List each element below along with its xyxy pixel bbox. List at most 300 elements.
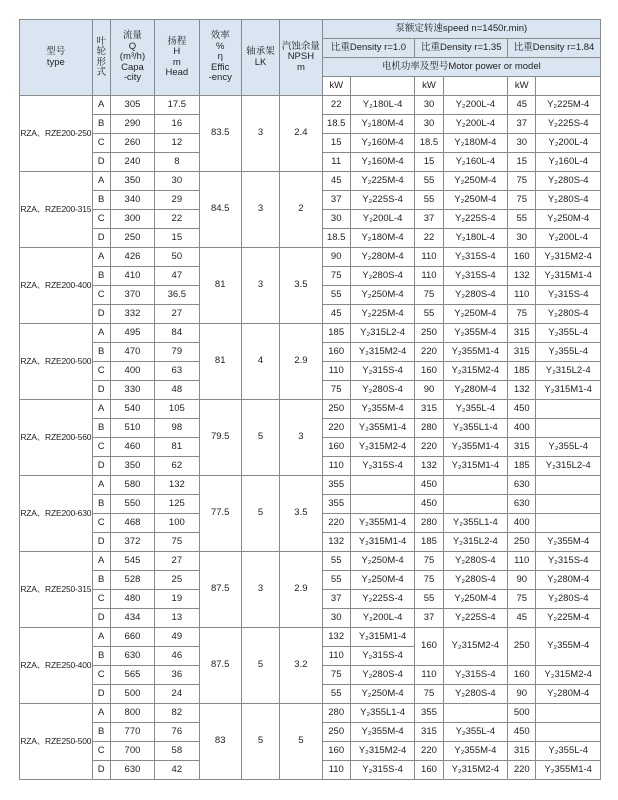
flow-cell: 250	[110, 229, 154, 248]
motor-2-cell: Y₂280S-4	[443, 552, 508, 571]
flow-cell: 580	[110, 476, 154, 495]
flow-cell: 540	[110, 400, 154, 419]
motor-3-cell: Y₂225M-4	[536, 96, 601, 115]
motor-2-cell: Y₂315M2-4	[443, 362, 508, 381]
impeller-type-cell: A	[92, 552, 110, 571]
flow-cell: 350	[110, 172, 154, 191]
motor-1-cell: Y₂280M-4	[350, 248, 415, 267]
impeller-type-cell: C	[92, 666, 110, 685]
power-3-cell: 37	[508, 115, 536, 134]
motor-2-cell: Y₂315M1-4	[443, 457, 508, 476]
power-2-cell: 55	[415, 172, 443, 191]
motor-2-cell: Y₂225S-4	[443, 609, 508, 628]
header-kw-3: kW	[508, 77, 536, 96]
power-3-cell: 160	[508, 666, 536, 685]
power-2-cell: 30	[415, 96, 443, 115]
motor-1-cell: Y₂355M1-4	[350, 514, 415, 533]
motor-1-cell: Y₂355M-4	[350, 400, 415, 419]
model-cell: RZA、RZE250-315	[20, 552, 93, 628]
power-2-cell: 355	[415, 704, 443, 723]
power-1-cell: 90	[322, 248, 350, 267]
model-cell: RZA、RZE200-315	[20, 172, 93, 248]
flow-cell: 305	[110, 96, 154, 115]
motor-3-cell: Y₂160L-4	[536, 153, 601, 172]
power-2-cell: 450	[415, 495, 443, 514]
power-1-cell: 75	[322, 381, 350, 400]
header-density-2: 比重Density r=1.35	[415, 39, 508, 58]
flow-cell: 700	[110, 742, 154, 761]
efficiency-cell: 83.5	[199, 96, 241, 172]
power-1-cell: 250	[322, 723, 350, 742]
impeller-type-cell: A	[92, 628, 110, 647]
power-2-cell: 55	[415, 305, 443, 324]
motor-1-cell: Y₂225M-4	[350, 172, 415, 191]
power-2-cell: 75	[415, 286, 443, 305]
power-3-cell: 450	[508, 723, 536, 742]
efficiency-cell: 81	[199, 324, 241, 400]
motor-1-cell: Y₂355M-4	[350, 723, 415, 742]
impeller-type-cell: A	[92, 400, 110, 419]
impeller-type-cell: D	[92, 761, 110, 780]
bearing-cell: 5	[241, 704, 279, 780]
flow-cell: 770	[110, 723, 154, 742]
motor-3-cell: Y₂200L-4	[536, 134, 601, 153]
motor-2-cell: Y₂315S-4	[443, 267, 508, 286]
impeller-type-cell: D	[92, 533, 110, 552]
motor-3-cell: Y₂315M2-4	[536, 666, 601, 685]
power-3-cell: 250	[508, 533, 536, 552]
motor-1-cell: Y₂250M-4	[350, 685, 415, 704]
header-npsh: 汽蚀余量 NPSH m	[280, 20, 322, 96]
npsh-cell: 3.5	[280, 248, 322, 324]
bearing-cell: 3	[241, 552, 279, 628]
power-1-cell: 37	[322, 191, 350, 210]
head-cell: 17.5	[155, 96, 199, 115]
table-row	[20, 248, 601, 267]
motor-2-cell: Y₂315M2-4	[443, 761, 508, 780]
power-1-cell: 30	[322, 609, 350, 628]
model-cell: RZA、RZE200-630	[20, 476, 93, 552]
motor-3-cell: Y₂355M-4	[536, 533, 601, 552]
head-cell: 12	[155, 134, 199, 153]
table-row	[20, 552, 601, 571]
motor-1-cell: Y₂315S-4	[350, 457, 415, 476]
power-3-cell: 315	[508, 324, 536, 343]
flow-cell: 528	[110, 571, 154, 590]
head-cell: 105	[155, 400, 199, 419]
bearing-cell: 4	[241, 324, 279, 400]
flow-cell: 332	[110, 305, 154, 324]
header-density-3: 比重Density r=1.84	[508, 39, 601, 58]
motor-3-cell	[536, 514, 601, 533]
head-cell: 15	[155, 229, 199, 248]
table-row	[20, 628, 601, 647]
power-2-cell: 110	[415, 267, 443, 286]
impeller-type-cell: C	[92, 590, 110, 609]
motor-1-cell: Y₂315S-4	[350, 761, 415, 780]
flow-cell: 410	[110, 267, 154, 286]
motor-1-cell: Y₂315S-4	[350, 362, 415, 381]
motor-3-cell: Y₂355L-4	[536, 438, 601, 457]
npsh-cell: 3	[280, 400, 322, 476]
motor-1-cell: Y₂280S-4	[350, 381, 415, 400]
power-3-cell: 75	[508, 172, 536, 191]
impeller-type-cell: A	[92, 248, 110, 267]
motor-2-cell: Y₂315S-4	[443, 248, 508, 267]
power-3-cell: 15	[508, 153, 536, 172]
impeller-type-cell: B	[92, 115, 110, 134]
header-efficiency: 效率 % η Effic -ency	[199, 20, 241, 96]
impeller-type-cell: B	[92, 191, 110, 210]
head-cell: 76	[155, 723, 199, 742]
flow-cell: 350	[110, 457, 154, 476]
power-1-cell: 22	[322, 96, 350, 115]
power-1-cell: 37	[322, 590, 350, 609]
motor-3-cell	[536, 723, 601, 742]
efficiency-cell: 83	[199, 704, 241, 780]
motor-1-cell: Y₂160M-4	[350, 153, 415, 172]
impeller-type-cell: B	[92, 495, 110, 514]
power-1-cell: 75	[322, 267, 350, 286]
model-cell: RZA、RZE200-400	[20, 248, 93, 324]
head-cell: 8	[155, 153, 199, 172]
motor-3-cell	[536, 495, 601, 514]
power-2-cell: 75	[415, 552, 443, 571]
power-1-cell: 160	[322, 742, 350, 761]
pump-spec-table-container	[19, 19, 601, 780]
power-3-cell: 400	[508, 419, 536, 438]
flow-cell: 260	[110, 134, 154, 153]
impeller-type-cell: B	[92, 419, 110, 438]
motor-1-cell: Y₂225M-4	[350, 305, 415, 324]
flow-cell: 565	[110, 666, 154, 685]
head-cell: 75	[155, 533, 199, 552]
motor-2-cell: Y₂315M2-4	[443, 628, 508, 666]
motor-2-cell: Y₂315L2-4	[443, 533, 508, 552]
motor-2-cell: Y₂160L-4	[443, 153, 508, 172]
impeller-type-cell: A	[92, 704, 110, 723]
model-cell: RZA、RZE200-500	[20, 324, 93, 400]
motor-3-cell	[536, 419, 601, 438]
power-3-cell: 400	[508, 514, 536, 533]
power-1-cell: 110	[322, 761, 350, 780]
npsh-cell: 3.5	[280, 476, 322, 552]
motor-2-cell	[443, 476, 508, 495]
power-3-cell: 630	[508, 476, 536, 495]
model-cell: RZA、RZE250-500	[20, 704, 93, 780]
power-3-cell: 90	[508, 571, 536, 590]
power-1-cell: 110	[322, 647, 350, 666]
head-cell: 29	[155, 191, 199, 210]
head-cell: 62	[155, 457, 199, 476]
motor-3-cell: Y₂280S-4	[536, 305, 601, 324]
motor-1-cell: Y₂180L-4	[350, 96, 415, 115]
motor-1-cell: Y₂315M1-4	[350, 533, 415, 552]
motor-1-cell: Y₂250M-4	[350, 552, 415, 571]
motor-3-cell: Y₂280S-4	[536, 590, 601, 609]
power-3-cell: 132	[508, 267, 536, 286]
flow-cell: 550	[110, 495, 154, 514]
motor-1-cell: Y₂200L-4	[350, 210, 415, 229]
head-cell: 19	[155, 590, 199, 609]
power-2-cell: 22	[415, 229, 443, 248]
power-3-cell: 75	[508, 191, 536, 210]
motor-2-cell: Y₂280M-4	[443, 381, 508, 400]
header-model-blank-2	[443, 77, 508, 96]
motor-2-cell: Y₂180M-4	[443, 134, 508, 153]
motor-2-cell: Y₂250M-4	[443, 191, 508, 210]
power-2-cell: 450	[415, 476, 443, 495]
head-cell: 82	[155, 704, 199, 723]
motor-3-cell: Y₂355L-4	[536, 343, 601, 362]
motor-3-cell	[536, 476, 601, 495]
npsh-cell: 2	[280, 172, 322, 248]
head-cell: 24	[155, 685, 199, 704]
npsh-cell: 5	[280, 704, 322, 780]
impeller-type-cell: C	[92, 210, 110, 229]
motor-1-cell: Y₂315L2-4	[350, 324, 415, 343]
power-3-cell: 90	[508, 685, 536, 704]
flow-cell: 630	[110, 647, 154, 666]
motor-1-cell: Y₂315M1-4	[350, 628, 415, 647]
flow-cell: 400	[110, 362, 154, 381]
motor-3-cell: Y₂315L2-4	[536, 457, 601, 476]
head-cell: 63	[155, 362, 199, 381]
motor-3-cell	[536, 704, 601, 723]
power-1-cell: 55	[322, 571, 350, 590]
npsh-cell: 2.4	[280, 96, 322, 172]
motor-3-cell: Y₂315M1-4	[536, 267, 601, 286]
head-cell: 81	[155, 438, 199, 457]
motor-2-cell	[443, 495, 508, 514]
power-3-cell: 45	[508, 96, 536, 115]
power-2-cell: 18.5	[415, 134, 443, 153]
motor-1-cell: Y₂225S-4	[350, 191, 415, 210]
power-1-cell: 55	[322, 685, 350, 704]
motor-1-cell: Y₂200L-4	[350, 609, 415, 628]
power-2-cell: 75	[415, 685, 443, 704]
motor-1-cell: Y₂355M1-4	[350, 419, 415, 438]
impeller-type-cell: C	[92, 742, 110, 761]
power-2-cell: 280	[415, 514, 443, 533]
motor-3-cell: Y₂225M-4	[536, 609, 601, 628]
impeller-type-cell: B	[92, 647, 110, 666]
power-2-cell: 315	[415, 400, 443, 419]
power-2-cell: 220	[415, 742, 443, 761]
power-1-cell: 75	[322, 666, 350, 685]
motor-3-cell: Y₂250M-4	[536, 210, 601, 229]
pump-spec-table	[19, 19, 601, 780]
header-model-blank-3	[536, 77, 601, 96]
power-1-cell: 250	[322, 400, 350, 419]
efficiency-cell: 79.5	[199, 400, 241, 476]
power-2-cell: 30	[415, 115, 443, 134]
flow-cell: 240	[110, 153, 154, 172]
impeller-type-cell: A	[92, 476, 110, 495]
motor-1-cell: Y₂250M-4	[350, 286, 415, 305]
head-cell: 36	[155, 666, 199, 685]
head-cell: 27	[155, 305, 199, 324]
power-2-cell: 160	[415, 362, 443, 381]
head-cell: 25	[155, 571, 199, 590]
motor-3-cell: Y₂355M-4	[536, 628, 601, 666]
efficiency-cell: 77.5	[199, 476, 241, 552]
flow-cell: 480	[110, 590, 154, 609]
impeller-type-cell: B	[92, 723, 110, 742]
motor-2-cell: Y₂355L-4	[443, 723, 508, 742]
flow-cell: 426	[110, 248, 154, 267]
impeller-type-cell: D	[92, 609, 110, 628]
power-1-cell: 355	[322, 495, 350, 514]
motor-1-cell: Y₂225S-4	[350, 590, 415, 609]
power-2-cell: 37	[415, 609, 443, 628]
power-2-cell: 160	[415, 628, 443, 666]
head-cell: 36.5	[155, 286, 199, 305]
efficiency-cell: 87.5	[199, 628, 241, 704]
head-cell: 79	[155, 343, 199, 362]
motor-2-cell: Y₂250M-4	[443, 305, 508, 324]
impeller-type-cell: B	[92, 267, 110, 286]
power-2-cell: 75	[415, 571, 443, 590]
header-kw-1: kW	[322, 77, 350, 96]
motor-1-cell: Y₂280S-4	[350, 267, 415, 286]
power-3-cell: 630	[508, 495, 536, 514]
motor-3-cell: Y₂315M1-4	[536, 381, 601, 400]
power-2-cell: 220	[415, 343, 443, 362]
motor-3-cell: Y₂355M1-4	[536, 761, 601, 780]
power-3-cell: 160	[508, 248, 536, 267]
header-model-blank-1	[350, 77, 415, 96]
power-2-cell: 280	[415, 419, 443, 438]
motor-3-cell: Y₂225S-4	[536, 115, 601, 134]
power-2-cell: 132	[415, 457, 443, 476]
head-cell: 47	[155, 267, 199, 286]
head-cell: 98	[155, 419, 199, 438]
motor-3-cell: Y₂280M-4	[536, 571, 601, 590]
power-1-cell: 18.5	[322, 115, 350, 134]
motor-3-cell: Y₂280S-4	[536, 191, 601, 210]
motor-2-cell: Y₂355M-4	[443, 324, 508, 343]
power-3-cell: 315	[508, 438, 536, 457]
power-1-cell: 220	[322, 514, 350, 533]
impeller-type-cell: D	[92, 153, 110, 172]
motor-3-cell: Y₂315S-4	[536, 286, 601, 305]
power-2-cell: 315	[415, 723, 443, 742]
flow-cell: 460	[110, 438, 154, 457]
impeller-type-cell: B	[92, 343, 110, 362]
motor-3-cell: Y₂315S-4	[536, 552, 601, 571]
motor-1-cell: Y₂160M-4	[350, 134, 415, 153]
head-cell: 125	[155, 495, 199, 514]
head-cell: 50	[155, 248, 199, 267]
head-cell: 48	[155, 381, 199, 400]
motor-1-cell: Y₂280S-4	[350, 666, 415, 685]
power-3-cell: 132	[508, 381, 536, 400]
power-1-cell: 45	[322, 305, 350, 324]
power-1-cell: 15	[322, 134, 350, 153]
motor-2-cell: Y₂355M1-4	[443, 343, 508, 362]
power-2-cell: 15	[415, 153, 443, 172]
power-1-cell: 11	[322, 153, 350, 172]
head-cell: 42	[155, 761, 199, 780]
power-1-cell: 30	[322, 210, 350, 229]
motor-2-cell: Y₂355M1-4	[443, 438, 508, 457]
flow-cell: 300	[110, 210, 154, 229]
header-head: 扬程 H m Head	[155, 20, 199, 96]
header-density-1: 比重Density r=1.0	[322, 39, 415, 58]
motor-1-cell: Y₂315S-4	[350, 647, 415, 666]
header-kw-2: kW	[415, 77, 443, 96]
header-bearing: 轴承架 LK	[241, 20, 279, 96]
flow-cell: 330	[110, 381, 154, 400]
motor-1-cell: Y₂250M-4	[350, 571, 415, 590]
header-flow: 流量 Q (m³/h) Capa -city	[110, 20, 154, 96]
motor-1-cell: Y₂180M-4	[350, 229, 415, 248]
power-1-cell: 18.5	[322, 229, 350, 248]
flow-cell: 468	[110, 514, 154, 533]
power-2-cell: 37	[415, 210, 443, 229]
head-cell: 100	[155, 514, 199, 533]
impeller-type-cell: C	[92, 286, 110, 305]
flow-cell: 470	[110, 343, 154, 362]
power-2-cell: 110	[415, 666, 443, 685]
impeller-type-cell: D	[92, 229, 110, 248]
power-3-cell: 30	[508, 134, 536, 153]
table-row	[20, 476, 601, 495]
motor-2-cell: Y₂355L1-4	[443, 419, 508, 438]
power-2-cell: 185	[415, 533, 443, 552]
power-1-cell: 220	[322, 419, 350, 438]
head-cell: 84	[155, 324, 199, 343]
power-1-cell: 280	[322, 704, 350, 723]
impeller-type-cell: C	[92, 362, 110, 381]
power-1-cell: 55	[322, 286, 350, 305]
motor-1-cell: Y₂315M2-4	[350, 438, 415, 457]
motor-2-cell: Y₂200L-4	[443, 115, 508, 134]
power-3-cell: 110	[508, 552, 536, 571]
impeller-type-cell: A	[92, 324, 110, 343]
header-motor-title: 电机功率及型号Motor power or model	[322, 58, 600, 77]
motor-3-cell: Y₂280S-4	[536, 172, 601, 191]
impeller-type-cell: D	[92, 305, 110, 324]
power-1-cell: 132	[322, 628, 350, 647]
power-3-cell: 315	[508, 343, 536, 362]
head-cell: 132	[155, 476, 199, 495]
head-cell: 13	[155, 609, 199, 628]
motor-2-cell: Y₂200L-4	[443, 96, 508, 115]
flow-cell: 434	[110, 609, 154, 628]
motor-2-cell: Y₂355L-4	[443, 400, 508, 419]
bearing-cell: 3	[241, 248, 279, 324]
power-3-cell: 45	[508, 609, 536, 628]
motor-2-cell: Y₂315S-4	[443, 666, 508, 685]
power-1-cell: 160	[322, 343, 350, 362]
head-cell: 46	[155, 647, 199, 666]
impeller-type-cell: B	[92, 571, 110, 590]
head-cell: 16	[155, 115, 199, 134]
table-row	[20, 172, 601, 191]
power-3-cell: 500	[508, 704, 536, 723]
model-cell: RZA、RZE250-400	[20, 628, 93, 704]
flow-cell: 510	[110, 419, 154, 438]
efficiency-cell: 81	[199, 248, 241, 324]
impeller-type-cell: A	[92, 96, 110, 115]
motor-2-cell: Y₂180L-4	[443, 229, 508, 248]
motor-1-cell: Y₂355L1-4	[350, 704, 415, 723]
power-1-cell: 110	[322, 362, 350, 381]
impeller-type-cell: D	[92, 457, 110, 476]
motor-3-cell	[536, 400, 601, 419]
